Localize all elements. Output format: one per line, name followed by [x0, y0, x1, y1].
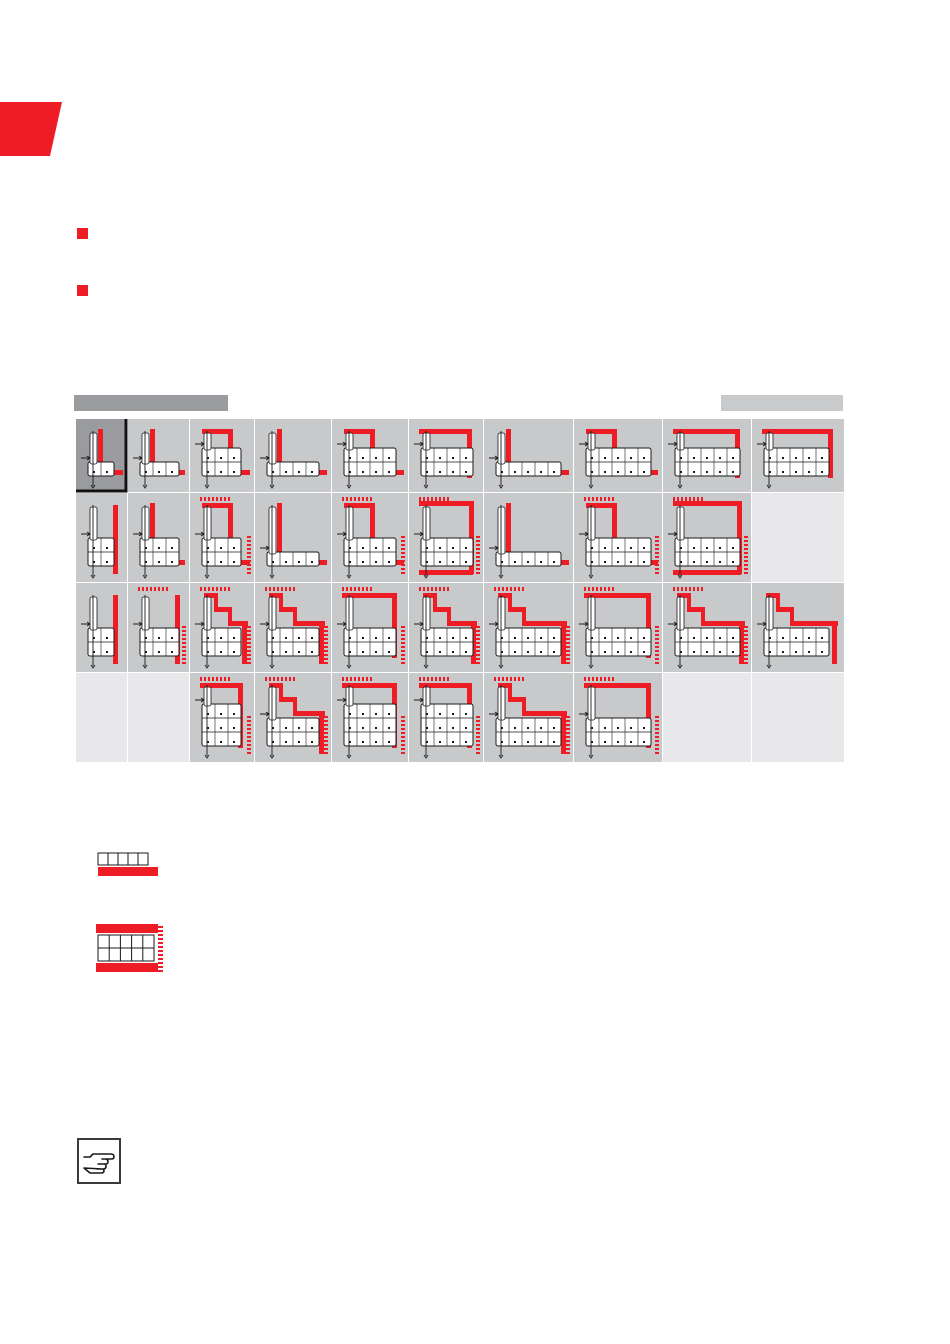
- matrix-cell: [128, 419, 189, 492]
- matrix-cell: [574, 493, 662, 582]
- matrix-cell: [190, 493, 254, 582]
- matrix-cell-empty: [76, 673, 127, 762]
- layout-matrix: [76, 419, 845, 763]
- note-button[interactable]: [77, 1138, 121, 1184]
- matrix-header-bar-right: [721, 395, 843, 411]
- matrix-cell: [752, 419, 844, 492]
- matrix-cell: [409, 493, 483, 582]
- matrix-cell-empty: [128, 673, 189, 762]
- matrix-cell: [574, 673, 662, 762]
- matrix-cell: [255, 673, 331, 762]
- square-bullet-icon: [77, 228, 88, 239]
- matrix-cell-empty: [752, 493, 844, 582]
- matrix-header-bar-left: [74, 395, 228, 411]
- matrix-cell-empty: [752, 673, 844, 762]
- pointing-hand-icon: [82, 1148, 116, 1174]
- matrix-cell: [332, 673, 408, 762]
- legend-single-row-icon: [96, 852, 158, 877]
- red-tab-icon: [0, 102, 64, 156]
- matrix-cell: [663, 419, 751, 492]
- matrix-cell: [484, 493, 573, 582]
- square-bullet-icon: [77, 285, 88, 296]
- matrix-cell: [332, 419, 408, 492]
- matrix-cell: [255, 419, 331, 492]
- matrix-cell: [255, 583, 331, 672]
- matrix-cell: [190, 583, 254, 672]
- matrix-cell: [128, 493, 189, 582]
- matrix-cell: [76, 583, 127, 672]
- matrix-cell: [76, 419, 127, 492]
- matrix-cell: [332, 493, 408, 582]
- matrix-cell: [190, 419, 254, 492]
- matrix-cell: [484, 419, 573, 492]
- matrix-cell: [409, 673, 483, 762]
- matrix-cell: [574, 583, 662, 672]
- matrix-cell: [752, 583, 844, 672]
- legend-double-row-icon: [96, 924, 164, 973]
- matrix-cell: [409, 583, 483, 672]
- matrix-cell: [255, 493, 331, 582]
- matrix-cell: [574, 419, 662, 492]
- matrix-cell: [663, 493, 751, 582]
- matrix-cell-empty: [663, 673, 751, 762]
- matrix-cell: [484, 583, 573, 672]
- matrix-cell: [409, 419, 483, 492]
- matrix-cell: [663, 583, 751, 672]
- matrix-cell: [190, 673, 254, 762]
- matrix-cell: [128, 583, 189, 672]
- matrix-cell: [332, 583, 408, 672]
- matrix-cell: [484, 673, 573, 762]
- matrix-cell: [76, 493, 127, 582]
